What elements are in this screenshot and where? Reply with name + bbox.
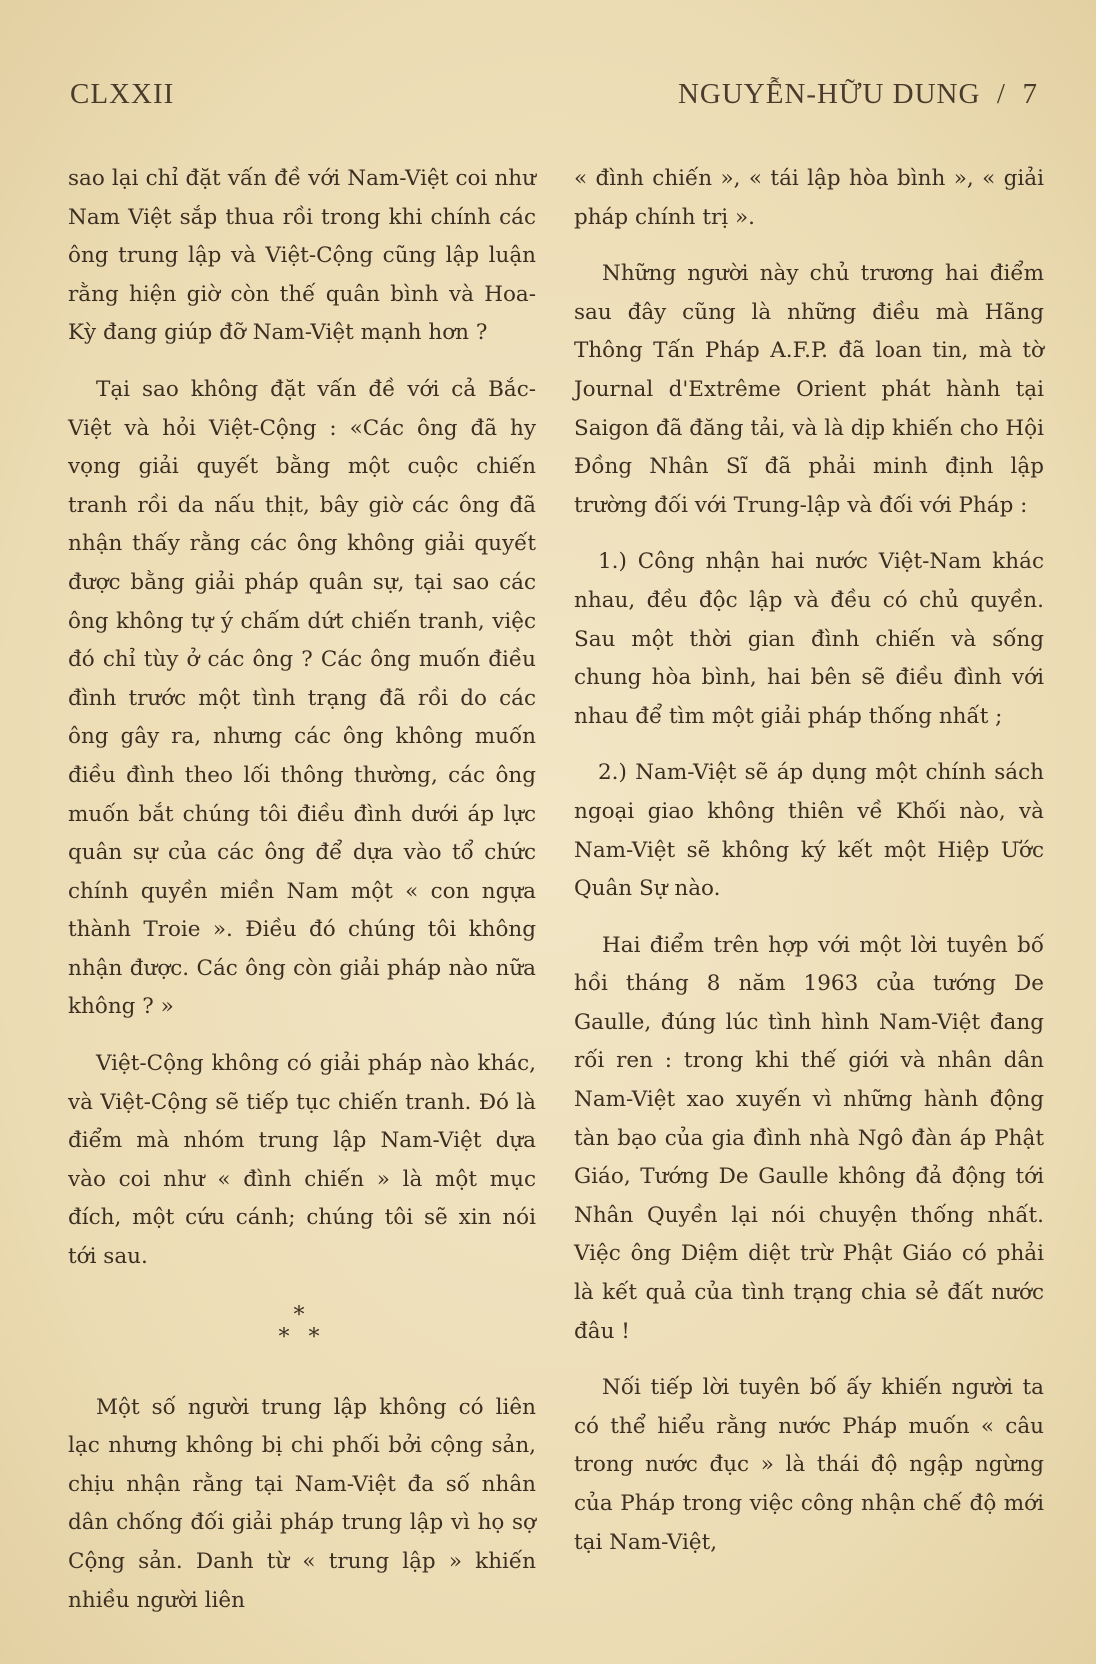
section-separator: * * * [278, 1302, 326, 1350]
paragraph: sao lại chỉ đặt vấn đề với Nam-Việt coi như Nam Việt sắp thua rồi trong khi chính các ông trung lập và Việt-Cộng cũng lập luận rằng hiện giờ còn thế quân bình và Hoa-Kỳ đang giúp đỡ Nam-Việt mạnh hơn ? [68, 166, 536, 346]
paragraph: Việt-Cộng không có giải pháp nào khác, và Việt-Cộng sẽ tiếp tục chiến tranh. Đó là điểm mà nhóm trung lập Nam-Việt dựa vào coi như « đình chiến » là một mục đích, một cứu cánh; chúng tôi sẽ xin nói tới sau. [68, 1051, 536, 1270]
section-number: CLXXII [70, 78, 175, 110]
paragraph: Tại sao không đặt vấn đề với cả Bắc-Việt và hỏi Việt-Cộng : «Các ông đã hy vọng giải quyết bằng một cuộc chiến tranh rồi da nấu thịt, bây giờ các ông đã nhận thấy rằng các ông không giải quyết được bằng giải pháp quân sự, tại sao các ông không tự ý chấm dứt chiến tranh, việc đó chỉ tùy ở các ông ? Các ông muốn điều đình trước một tình trạng đã rồi do các ông gây ra, nhưng các ông không muốn điều đình theo lối thông thường, các ông muốn bắt chúng tôi điều đình dưới áp lực quân sự của các ông để dựa vào tổ chức chính quyền miền Nam một « con ngựa thành Troie ». Điều đó chúng tôi không nhận được. Các ông còn giải pháp nào nữa không ? » [68, 376, 536, 1020]
paragraph: Những người này chủ trương hai điểm sau đây cũng là những điều mà Hãng Thông Tấn Pháp A.F.P. đã loan tin, mà tờ Journal d'Extrême Orient phát hành tại Saigon đã đăng tải, và là dịp khiến cho Hội Đồng Nhân Sĩ đã phải minh định lập trường đối với Trung-lập và đối với Pháp : [574, 261, 1044, 518]
paragraph: Hai điểm trên hợp với một lời tuyên bố hồi tháng 8 năm 1963 của tướng De Gaulle, đúng lúc tình hình Nam-Việt đang rối ren : trong khi thế giới và nhân dân Nam-Việt xao xuyến vì những hành động tàn bạo của gia đình nhà Ngô đàn áp Phật Giáo, Tướng De Gaulle không đả động tới Nhân Quyền lại nói chuyện thống nhất. Việc ông Diệm diệt trừ Phật Giáo có phải là kết quả của tình trạng chia sẻ đất nước đâu ! [574, 932, 1044, 1344]
numbered-point: 1.) Công nhận hai nước Việt-Nam khác nhau, đều độc lập và đều có chủ quyền. Sau một thời gian đình chiến và sống chung hòa bình, hai bên sẽ điều đình với nhau để tìm một giải pháp thống nhất ; [574, 549, 1044, 729]
right-column [574, 160, 1044, 1580]
left-column [68, 160, 536, 1638]
page-header [70, 78, 1038, 122]
paragraph: Nối tiếp lời tuyên bố ấy khiến người ta có thể hiểu rằng nước Pháp muốn « câu trong nước đục » là thái độ ngập ngừng của Pháp trong việc công nhận chế độ mới tại Nam-Việt, [574, 1375, 1044, 1555]
numbered-point: 2.) Nam-Việt sẽ áp dụng một chính sách ngoại giao không thiên về Khối nào, và Nam-Việt sẽ không ký kết một Hiệp Ước Quân Sự nào. [574, 760, 1044, 902]
paragraph: « đình chiến », « tái lập hòa bình », « giải pháp chính trị ». [574, 166, 1044, 230]
paragraph: Một số người trung lập không có liên lạc nhưng không bị chi phối bởi cộng sản, chịu nhận rằng tại Nam-Việt đa số nhân dân chống đối giải pháp trung lập vì họ sợ Cộng sản. Danh từ « trung lập » khiến nhiều người liên [68, 1394, 536, 1613]
author-page-number: NGUYỄN-HỮU DUNG / 7 [677, 78, 1038, 110]
